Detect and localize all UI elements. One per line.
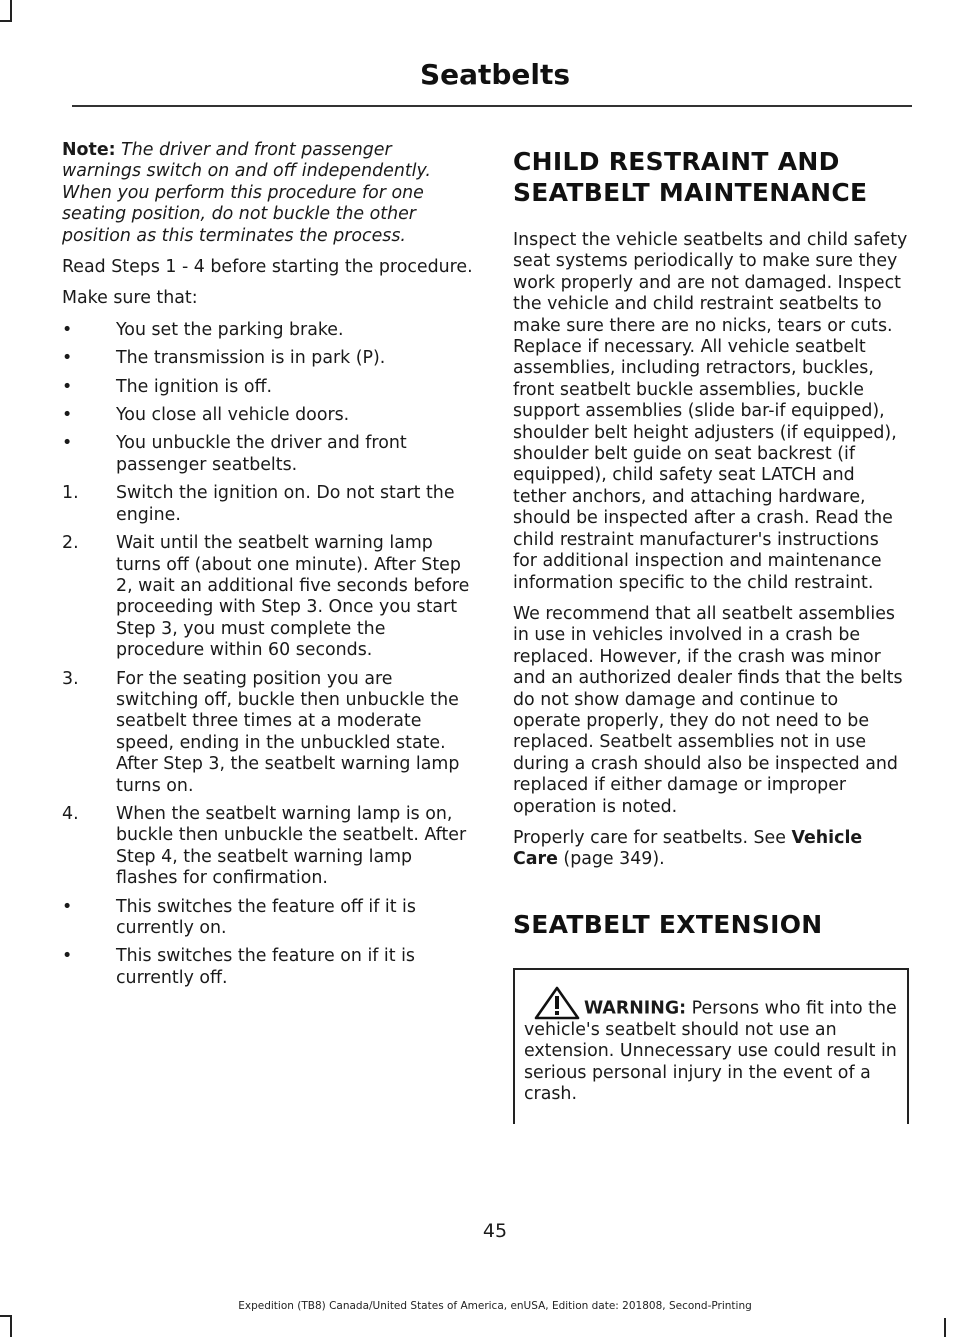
step-number: 2. xyxy=(62,533,79,554)
warning-box xyxy=(513,968,909,1124)
right-column xyxy=(513,140,908,1124)
bullet-marker: • xyxy=(62,376,73,397)
footer-text: Expedition (TB8) Canada/United States of America, enUSA, Edition date: 201808, Second-Printing xyxy=(238,1300,752,1312)
page-number: 45 xyxy=(482,1220,508,1242)
step-text: For the seating position you are switching off, buckle then unbuckle the seatbelt three times at a moderate speed, ending in the unbuckled state. After Step 3, the seatbelt warning lamp turns on. xyxy=(116,668,460,796)
step-list xyxy=(62,483,476,889)
precondition-list xyxy=(62,320,476,476)
step-item xyxy=(62,804,476,890)
list-item-text: The ignition is off. xyxy=(116,376,273,397)
read-steps-text: Read Steps 1 - 4 before starting the procedure. xyxy=(62,257,473,278)
list-item xyxy=(62,320,476,341)
bullet-marker: • xyxy=(62,896,73,917)
replacement-paragraph: We recommend that all seatbelt assemblies in use in vehicles involved in a crash be replaced. However, if the crash was minor and an authorized dealer finds that the belts do not show damage and continue to operate properly, they do not need to be replaced. Seatbelt assemblies not in use during a crash should also be inspected and replaced if either damage or improper operation is noted. xyxy=(513,603,903,817)
vehicle-care-link[interactable]: Vehicle Care xyxy=(513,827,863,870)
bullet-marker: • xyxy=(62,319,73,340)
care-paragraph xyxy=(513,828,908,871)
step-text: Wait until the seatbelt warning lamp turns off (about one minute). After Step 2, wait an additional five seconds before proceeding with Step 3. Once you start Step 3, you must complete the procedure within 60 seconds. xyxy=(116,533,470,661)
warning-text: Persons who fit into the vehicle's seatbelt should not use an extension. Unnecessary use could result in serious personal injury in the event of a crash. xyxy=(524,998,897,1104)
list-item xyxy=(62,946,476,989)
bullet-marker: • xyxy=(62,946,73,967)
list-item xyxy=(62,897,476,940)
list-item-text: This switches the feature on if it is currently off. xyxy=(116,946,415,988)
header-divider xyxy=(72,105,912,107)
step-number: 1. xyxy=(62,483,79,504)
list-item-text: You unbuckle the driver and front passenger seatbelts. xyxy=(116,433,407,475)
list-item xyxy=(62,405,476,426)
step-text: Switch the ignition on. Do not start the engine. xyxy=(116,483,455,525)
care-text: Properly care for seatbelts. See xyxy=(513,827,792,848)
make-sure-text: Make sure that: xyxy=(62,288,198,309)
bullet-marker: • xyxy=(62,348,73,369)
note-label: Note: xyxy=(62,140,116,160)
note-text: The driver and front passenger warnings switch on and off independently. When you perform this procedure for one seating position, do not buckle the other position as this terminates the process. xyxy=(62,140,431,246)
list-item xyxy=(62,433,476,476)
bullet-marker: • xyxy=(62,433,73,454)
list-item-text: You set the parking brake. xyxy=(116,319,344,340)
step-text: When the seatbelt warning lamp is on, buckle then unbuckle the seatbelt. After Step 4, the seatbelt warning lamp flashes for confirmation. xyxy=(116,803,467,889)
list-item xyxy=(62,377,476,398)
bullet-marker: • xyxy=(62,405,73,426)
crop-mark xyxy=(944,1318,946,1337)
section-heading-child-restraint: CHILD RESTRAINT AND SEATBELT MAINTENANCE xyxy=(513,147,868,207)
left-column xyxy=(62,140,476,996)
list-item-text: The transmission is in park (P). xyxy=(116,348,386,369)
crop-mark xyxy=(10,1315,12,1337)
warning-label: WARNING: xyxy=(584,998,687,1019)
step-item xyxy=(62,533,476,661)
crop-mark xyxy=(0,20,12,22)
section-heading-seatbelt-extension: SEATBELT EXTENSION xyxy=(513,909,823,939)
crop-mark xyxy=(0,1315,12,1317)
page-title: Seatbelts xyxy=(419,58,571,91)
crop-mark xyxy=(10,0,12,22)
warning-triangle-icon xyxy=(534,986,580,1020)
inspection-paragraph: Inspect the vehicle seatbelts and child safety seat systems periodically to make sure they work properly and are not damaged. Inspect the vehicle and child restraint seatbelts to make sure there are no nicks, tears or cuts. Replace if necessary. All vehicle seatbelt assemblies, including retractors, buckles, front seatbelt buckle assemblies, buckle support assemblies (slide bar-if equipped), shoulder belt height adjusters (if equipped), shoulder belt guide on seat backrest (if equipped), child safety seat LATCH and tether anchors, and attaching hardware, should be inspected after a crash. Read the child restraint manufacturer's instructions for additional inspection and maintenance information specific to the child restraint. xyxy=(513,230,908,593)
list-item xyxy=(62,348,476,369)
step-number: 3. xyxy=(62,668,79,689)
result-list xyxy=(62,897,476,990)
step-item xyxy=(62,669,476,797)
list-item-text: This switches the feature off if it is currently on. xyxy=(116,896,416,938)
care-page-ref: (page 349). xyxy=(557,849,665,870)
note-paragraph xyxy=(62,140,476,247)
list-item-text: You close all vehicle doors. xyxy=(116,405,350,426)
step-number: 4. xyxy=(62,803,79,824)
step-item xyxy=(62,483,476,526)
